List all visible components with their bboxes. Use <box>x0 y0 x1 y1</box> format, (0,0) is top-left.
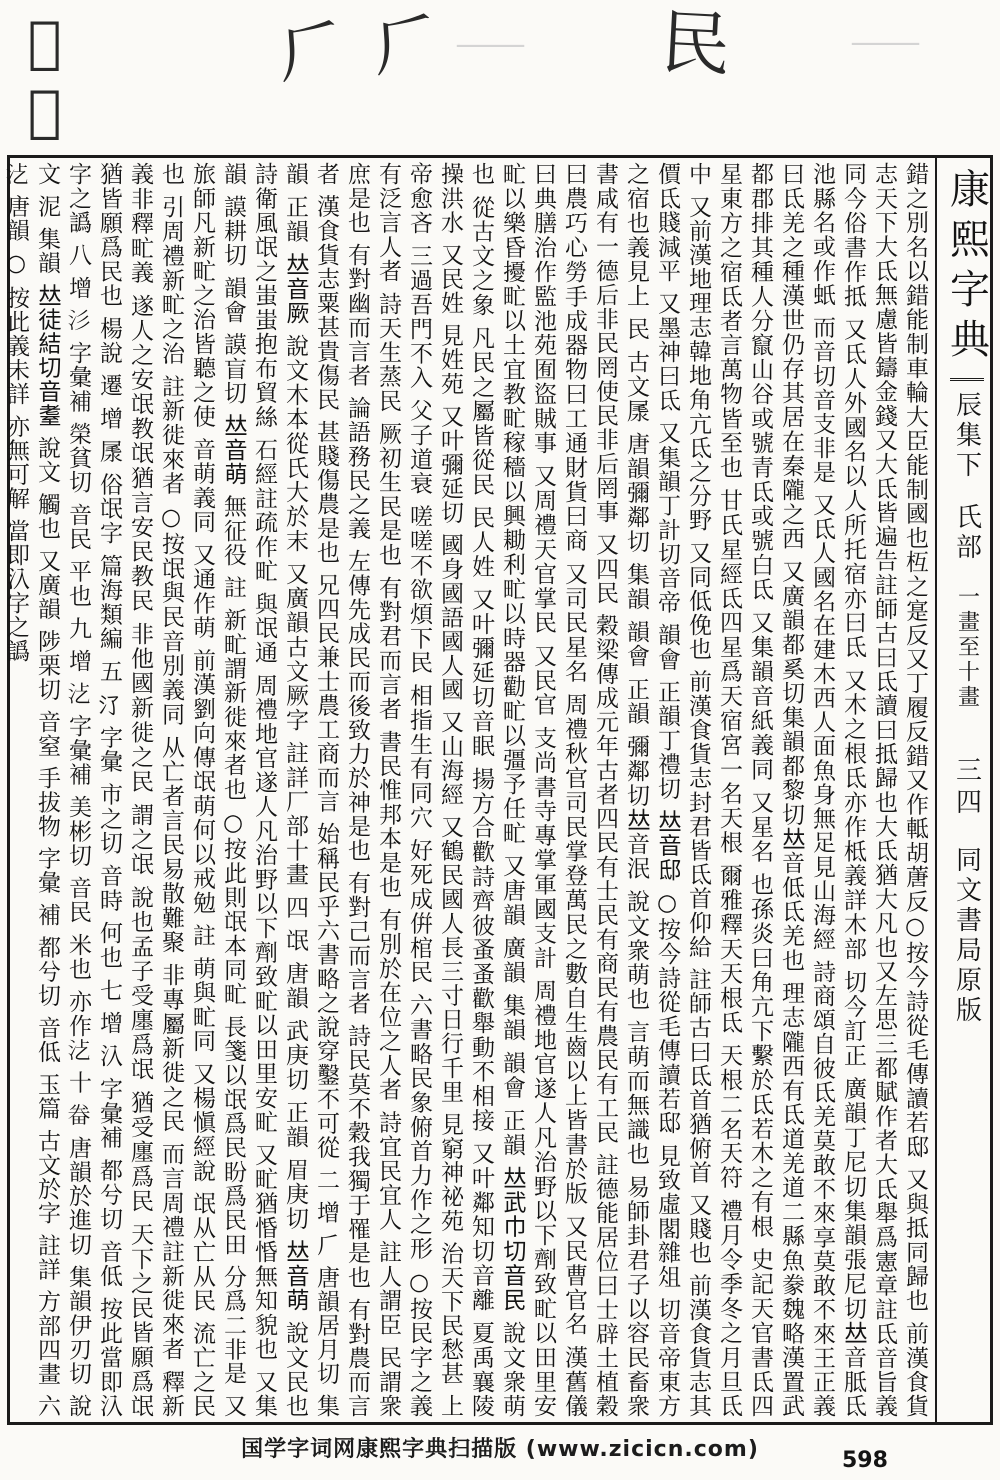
site-watermark-banner: 国学字词网康熙字典扫描版 (www.zicicn.com) <box>241 1437 759 1462</box>
page-number: 598 <box>842 1448 888 1473</box>
book-title: 康熙字典 <box>943 168 990 368</box>
seal-script-header <box>0 0 1000 150</box>
dictionary-body-text: 錯之別名以錯能制車輪大臣能制國也枑之寔反又丁履反錯又作軧胡蓎反○按今詩從毛傳讀若邸 又與抵同歸也 前漢食貨志天下大氐無慮皆鑄金錢又大氐皆遍告註師古曰氐讀曰抵歸也大氐猶大凡也又左思三都賦作者大氐舉爲憲章註氐音旨義同今俗書作抵 又氐人外國名以人所托宿亦曰氐 又木之根氐亦作柢義詳木部 切今訂正 廣韻丁尼切集韻張尼切𠀤音胝氐池縣名或作蚔 而音切音支非是 又氐人國名在建木西人面魚身無足見山海經 詩商頌自彼氐羌莫敢不來享莫敢不來王正義曰氐羌之種漢世仍存其居在秦隴之西 又廣韻都奚切集韻都黎切𠀤音低氐羌也 理志隴西有氐道羌道二縣魚豢魏略漢置武都郡排其種人分竄山谷或號青氐或號白氐 又集韻音紙義同 又星名 也孫炎曰角亢下繫於氐若木之有根 史記天官書氐四星東方之宿氐者言萬物皆至也 甘氏星經氐四星爲天宿宮一名天根 爾雅釋天天根氐 天根二名天符 禮月令季冬之月旦氐中 又前漢地理志韓地角亢氐之分野 又同低俛也 前漢食貨志封君皆氐首仰給 註師古曰氐首猶俯首 又賤也 前漢食貨志其價氐賤減平 又墨神曰氐 又集韻丁計切音帝 韻會 正韻丁禮切 𠀤音邸 ○按今詩從毛傳讀若邸 見致虛閣雜俎 切音帝東方之宿也義見上 民 古文㞙 唐韻彌鄰切 集韻 韻會 正韻 彌鄰切𠀤音泯 說文衆萌也 言萌而無識也 易師卦君子以容民畜衆 書咸有一德后非民罔使民非后罔事 又四民 穀梁傳成元年古者四民有士民有商民有農民有工民 註德能居位曰士辟土植穀曰農巧心勞手成器物曰工通財貨曰商 又司民星名 周禮秋官司民掌登萬民之數自生齒以上皆書於版 又民曹官名 漢舊儀曰典膳治作監池苑囿盜賊事 又周禮天官掌民 又民官 支尚書寺專掌軍國支計 周禮地官遂人凡治野以下劑致甿以田里安甿以樂昏擾甿以土宜教甿稼穡以興耡利甿以時器勸甿以彊予任甿 又唐韻 廣韻 集韻 韻會 正韻 𠀤武巾切音民 說文衆萌也 從古文之象 凡民之屬皆從民 民人姓 又叶彌延切音眠 揚方合歡詩齊彼蚤蚤歡舉動不相接 又叶鄰知切音離 夏禹襄陵操洪水 又民姓 見姓苑 又叶彌延切 國身國語國人國 又山海經 又鶴民國人長三寸日行千里 見窮神祕苑 治天下民愁甚 上帝愈吝 三過吾門不入 父子道衰 嗟嗟不欲煩下民 相指生有同穴 好死成倂棺民 六書略民象俯首力作之形 ○按民字之義有泛言人者 詩天生蒸民 厥初生民是也 有對君而言者 書民惟邦本是也 有別於在位之人者 詩宜民宜人 註人謂臣 民謂衆庶是也 有對幽而言者 論語務民之義 左傳先成民而後致力於神是也 有對己而言者 詩民莫不穀我獨于罹是也 有對農而言者 漢食貨志粟甚貴傷民 甚賤傷農是也 兄四民兼士農工商而言 始稱民乎六書略之說穿鑿不可從 二 增 𠂆 唐韻居月切 集韻 正韻 𠀤音厥 說文木本從氏大於末 又廣韻古文厥字 註詳厂部十畫 四 氓 唐韻 武庚切 正韻 眉庚切 𠀤音萌 說文民也 詩衛風氓之蚩蚩抱布貿絲 石經註疏作甿 與氓通 周禮地官遂人凡治野以下劑致甿以田里安甿 又甿猶惛惛無知貌也 又集韻 謨耕切 韻會 謨盲切 𠀤音萌 無征役 註 新甿謂新徙來者也 ○按此則氓本同甿 長箋以氓爲民盼爲民田 分爲二非是 又旅師凡新甿之治皆聽之使 音萌義同 又通作萌 前漢劉向傳氓萌何以戒勉 註 萌與甿同 又楊愼經說 氓从亡从民 流亡之民也 引周禮新甿之治 註新徙來者 ○按氓與民音別義同 从亡者言民易散難聚 非專屬新徙之民 而言周禮註新徙來者 釋新義非釋甿義 遂人之安氓教氓猶言安民教民 非他國新徙之民 謂之氓 說也孟子受廛爲氓 猶受廛爲民 天下之民皆願爲氓 猶皆願爲民也 楊說 遷 增 㞙 俗氓字 篇海類編 五 𣱾 字彙 市之切 音時 何也 七 增 𣱿 字彙補 都兮切 音低 按此當即𣱿字之譌 八 增 𣲀 字彙補 榮貧切 音民 平也 九 增 𣲁 字彙補 美彬切 音民 米也 亦作𣲁 十 𤱵 唐韻於進切 集韻伊刃切 說文 泥 集韻 𠀤徒結切音耋 說文 觸也 又廣韻 陟栗切 音窒 手拔物 字彙 補 都兮切 音低 玉篇 古文於字 註詳 方部四畫 六 𣲁 唐韻 ○ 按此義未詳 亦無可解 當即𣱿字之譌 <box>3 162 928 1418</box>
double-rule-divider <box>950 378 984 381</box>
seal-glyph-right: 民 <box>647 3 733 83</box>
seal-glyph-left: 𤕜𤕜 <box>12 10 77 148</box>
faint-glyph-shadow: ⸺ <box>455 18 527 67</box>
seal-glyph-middle: 𠂆𠂆 <box>264 8 441 90</box>
stroke-range-label: 一畫至十畫 <box>954 585 980 710</box>
chinese-page-number: 三四 <box>951 756 982 820</box>
faint-glyph-shadow: ⸺ <box>850 16 922 65</box>
running-head <box>944 162 990 1418</box>
running-head-divider <box>935 158 937 1422</box>
radical-label: 氏部 <box>951 503 982 563</box>
publisher-label: 同文書局原版 <box>951 846 982 1026</box>
volume-label: 辰集下 <box>951 391 982 481</box>
